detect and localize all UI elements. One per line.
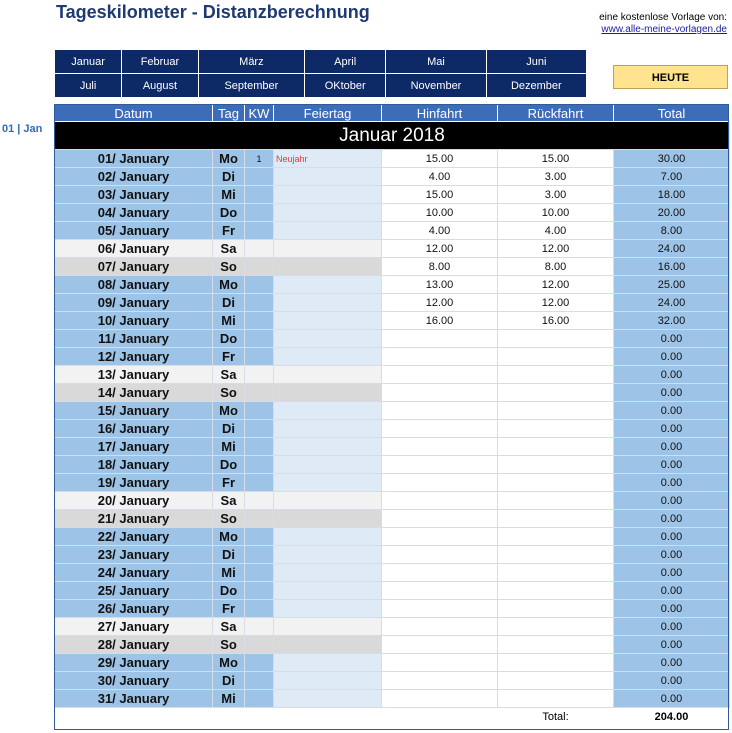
weekday-cell: Fr <box>213 222 245 240</box>
rueckfahrt-input[interactable] <box>498 384 614 402</box>
weekday-cell: Mi <box>213 438 245 456</box>
rueckfahrt-input[interactable] <box>498 654 614 672</box>
weekday-cell: Mi <box>213 186 245 204</box>
rueckfahrt-input[interactable]: 10.00 <box>498 204 614 222</box>
holiday-cell <box>274 204 382 222</box>
hinfahrt-input[interactable] <box>382 654 498 672</box>
total-cell: 0.00 <box>614 510 730 528</box>
total-cell: 0.00 <box>614 618 730 636</box>
date-cell: 02/ January <box>55 168 213 186</box>
week-number-cell <box>245 312 274 330</box>
header-total: Total <box>614 105 730 122</box>
weekday-cell: Sa <box>213 366 245 384</box>
date-cell: 07/ January <box>55 258 213 276</box>
holiday-cell <box>274 474 382 492</box>
month-button-januar[interactable]: Januar <box>55 50 122 74</box>
month-button-juni[interactable]: Juni <box>486 50 586 74</box>
holiday-cell <box>274 420 382 438</box>
total-cell: 0.00 <box>614 366 730 384</box>
heute-button[interactable]: HEUTE <box>613 65 728 89</box>
table-row <box>55 618 730 636</box>
table-row <box>55 384 730 402</box>
weekday-cell: Sa <box>213 618 245 636</box>
table-row <box>55 150 730 168</box>
hinfahrt-input[interactable] <box>382 330 498 348</box>
table-row <box>55 672 730 690</box>
weekday-cell: Do <box>213 456 245 474</box>
hinfahrt-input[interactable] <box>382 348 498 366</box>
holiday-cell <box>274 600 382 618</box>
rueckfahrt-input[interactable] <box>498 474 614 492</box>
weekday-cell: Di <box>213 294 245 312</box>
holiday-cell <box>274 564 382 582</box>
holiday-cell <box>274 690 382 708</box>
date-cell: 27/ January <box>55 618 213 636</box>
week-number-cell <box>245 474 274 492</box>
weekday-cell: Do <box>213 204 245 222</box>
table-row <box>55 456 730 474</box>
rueckfahrt-input[interactable] <box>498 546 614 564</box>
hinfahrt-input[interactable] <box>382 402 498 420</box>
week-number-cell <box>245 384 274 402</box>
weekday-cell: Do <box>213 330 245 348</box>
total-cell: 20.00 <box>614 204 730 222</box>
week-number-cell <box>245 510 274 528</box>
total-cell: 0.00 <box>614 402 730 420</box>
week-number-cell <box>245 636 274 654</box>
holiday-cell <box>274 348 382 366</box>
credit-text: eine kostenlose Vorlage von: <box>599 12 727 23</box>
holiday-cell <box>274 636 382 654</box>
hinfahrt-input[interactable]: 12.00 <box>382 294 498 312</box>
footer-spacer <box>55 708 498 727</box>
table-row <box>55 510 730 528</box>
holiday-cell <box>274 510 382 528</box>
hinfahrt-input[interactable]: 4.00 <box>382 168 498 186</box>
date-cell: 23/ January <box>55 546 213 564</box>
weekday-cell: Mi <box>213 312 245 330</box>
holiday-cell <box>274 438 382 456</box>
header-datum: Datum <box>55 105 213 122</box>
rueckfahrt-input[interactable]: 12.00 <box>498 240 614 258</box>
hinfahrt-input[interactable]: 13.00 <box>382 276 498 294</box>
date-cell: 21/ January <box>55 510 213 528</box>
date-cell: 26/ January <box>55 600 213 618</box>
hinfahrt-input[interactable] <box>382 636 498 654</box>
header-rueckfahrt: Rückfahrt <box>498 105 614 122</box>
total-cell: 7.00 <box>614 168 730 186</box>
total-cell: 24.00 <box>614 240 730 258</box>
week-number-cell <box>245 564 274 582</box>
hinfahrt-input[interactable]: 4.00 <box>382 222 498 240</box>
weekday-cell: Fr <box>213 600 245 618</box>
mileage-table <box>54 104 730 726</box>
total-cell: 24.00 <box>614 294 730 312</box>
holiday-cell: Neujahr <box>274 150 382 168</box>
hinfahrt-input[interactable] <box>382 546 498 564</box>
table-row <box>55 366 730 384</box>
month-button-oktober[interactable]: OKtober <box>305 74 386 98</box>
hinfahrt-input[interactable]: 15.00 <box>382 150 498 168</box>
hinfahrt-input[interactable] <box>382 672 498 690</box>
date-cell: 01/ January <box>55 150 213 168</box>
date-cell: 12/ January <box>55 348 213 366</box>
date-cell: 28/ January <box>55 636 213 654</box>
month-button-juli[interactable]: Juli <box>55 74 122 98</box>
weekday-cell: Fr <box>213 348 245 366</box>
weekday-cell: So <box>213 258 245 276</box>
rueckfahrt-input[interactable] <box>498 510 614 528</box>
date-cell: 17/ January <box>55 438 213 456</box>
month-button-dezember[interactable]: Dezember <box>486 74 586 98</box>
holiday-cell <box>274 492 382 510</box>
total-cell: 8.00 <box>614 222 730 240</box>
week-number-cell <box>245 258 274 276</box>
rueckfahrt-input[interactable] <box>498 420 614 438</box>
table-row <box>55 690 730 708</box>
weekday-cell: Mi <box>213 564 245 582</box>
rueckfahrt-input[interactable] <box>498 636 614 654</box>
weekday-cell: Fr <box>213 474 245 492</box>
total-cell: 0.00 <box>614 348 730 366</box>
week-number-cell <box>245 276 274 294</box>
holiday-cell <box>274 582 382 600</box>
rueckfahrt-input[interactable] <box>498 672 614 690</box>
rueckfahrt-input[interactable]: 4.00 <box>498 222 614 240</box>
rueckfahrt-input[interactable] <box>498 528 614 546</box>
month-button-november[interactable]: November <box>386 74 486 98</box>
total-cell: 0.00 <box>614 546 730 564</box>
hinfahrt-input[interactable] <box>382 690 498 708</box>
table-row <box>55 636 730 654</box>
week-number-cell <box>245 402 274 420</box>
week-number-cell <box>245 330 274 348</box>
total-cell: 0.00 <box>614 600 730 618</box>
date-cell: 13/ January <box>55 366 213 384</box>
weekday-cell: Di <box>213 546 245 564</box>
weekday-cell: Do <box>213 582 245 600</box>
week-number-cell <box>245 294 274 312</box>
table-row <box>55 240 730 258</box>
total-cell: 0.00 <box>614 564 730 582</box>
weekday-cell: Mo <box>213 276 245 294</box>
holiday-cell <box>274 258 382 276</box>
rueckfahrt-input[interactable]: 15.00 <box>498 150 614 168</box>
table-row <box>55 546 730 564</box>
week-number-cell <box>245 420 274 438</box>
table-row <box>55 258 730 276</box>
hinfahrt-input[interactable] <box>382 528 498 546</box>
week-number-cell <box>245 456 274 474</box>
hinfahrt-input[interactable]: 15.00 <box>382 186 498 204</box>
table-row <box>55 420 730 438</box>
total-cell: 0.00 <box>614 582 730 600</box>
date-cell: 20/ January <box>55 492 213 510</box>
date-cell: 29/ January <box>55 654 213 672</box>
table-row <box>55 438 730 456</box>
hinfahrt-input[interactable]: 10.00 <box>382 204 498 222</box>
rueckfahrt-input[interactable] <box>498 456 614 474</box>
date-cell: 31/ January <box>55 690 213 708</box>
rueckfahrt-input[interactable] <box>498 366 614 384</box>
week-number-cell <box>245 240 274 258</box>
weekday-cell: Di <box>213 420 245 438</box>
hinfahrt-input[interactable] <box>382 438 498 456</box>
rueckfahrt-input[interactable]: 3.00 <box>498 186 614 204</box>
date-cell: 11/ January <box>55 330 213 348</box>
holiday-cell <box>274 276 382 294</box>
week-number-cell <box>245 186 274 204</box>
holiday-cell <box>274 456 382 474</box>
rueckfahrt-input[interactable] <box>498 348 614 366</box>
weekday-cell: Mo <box>213 528 245 546</box>
date-cell: 25/ January <box>55 582 213 600</box>
holiday-cell <box>274 294 382 312</box>
date-cell: 18/ January <box>55 456 213 474</box>
date-cell: 08/ January <box>55 276 213 294</box>
total-cell: 0.00 <box>614 672 730 690</box>
rueckfahrt-input[interactable] <box>498 402 614 420</box>
table-row <box>55 222 730 240</box>
table-row <box>55 168 730 186</box>
holiday-cell <box>274 546 382 564</box>
header-hinfahrt: Hinfahrt <box>382 105 498 122</box>
weekday-cell: So <box>213 384 245 402</box>
total-cell: 0.00 <box>614 330 730 348</box>
week-number-cell <box>245 582 274 600</box>
weekday-cell: So <box>213 510 245 528</box>
holiday-cell <box>274 240 382 258</box>
weekday-cell: Mo <box>213 402 245 420</box>
date-cell: 24/ January <box>55 564 213 582</box>
table-row <box>55 654 730 672</box>
weekday-cell: Mi <box>213 690 245 708</box>
week-number-cell <box>245 438 274 456</box>
current-month-label[interactable]: 01 | Jan <box>2 123 43 135</box>
holiday-cell <box>274 654 382 672</box>
month-navigation <box>54 49 587 98</box>
table-row <box>55 348 730 366</box>
holiday-cell <box>274 312 382 330</box>
hinfahrt-input[interactable]: 12.00 <box>382 240 498 258</box>
holiday-cell <box>274 672 382 690</box>
date-cell: 16/ January <box>55 420 213 438</box>
rueckfahrt-input[interactable]: 16.00 <box>498 312 614 330</box>
holiday-cell <box>274 618 382 636</box>
month-banner: Januar 2018 <box>55 122 730 150</box>
week-number-cell <box>245 222 274 240</box>
table-row <box>55 474 730 492</box>
hinfahrt-input[interactable] <box>382 510 498 528</box>
total-cell: 16.00 <box>614 258 730 276</box>
total-cell: 0.00 <box>614 492 730 510</box>
rueckfahrt-input[interactable]: 8.00 <box>498 258 614 276</box>
table-row <box>55 294 730 312</box>
date-cell: 14/ January <box>55 384 213 402</box>
table-row <box>55 492 730 510</box>
date-cell: 15/ January <box>55 402 213 420</box>
month-button-mai[interactable]: Mai <box>386 50 486 74</box>
holiday-cell <box>274 366 382 384</box>
hinfahrt-input[interactable]: 16.00 <box>382 312 498 330</box>
total-cell: 0.00 <box>614 438 730 456</box>
hinfahrt-input[interactable] <box>382 474 498 492</box>
month-button-februar[interactable]: Februar <box>122 50 199 74</box>
date-cell: 04/ January <box>55 204 213 222</box>
week-number-cell <box>245 618 274 636</box>
week-number-cell <box>245 672 274 690</box>
rueckfahrt-input[interactable]: 12.00 <box>498 294 614 312</box>
rueckfahrt-input[interactable]: 12.00 <box>498 276 614 294</box>
week-number-cell <box>245 546 274 564</box>
footer-total-label: Total: <box>542 711 569 723</box>
table-row <box>55 402 730 420</box>
total-cell: 32.00 <box>614 312 730 330</box>
rueckfahrt-input[interactable] <box>498 564 614 582</box>
week-number-cell <box>245 600 274 618</box>
rueckfahrt-input[interactable] <box>498 582 614 600</box>
date-cell: 19/ January <box>55 474 213 492</box>
date-cell: 22/ January <box>55 528 213 546</box>
holiday-cell <box>274 168 382 186</box>
hinfahrt-input[interactable] <box>382 618 498 636</box>
table-row <box>55 204 730 222</box>
holiday-cell <box>274 222 382 240</box>
total-cell: 0.00 <box>614 654 730 672</box>
hinfahrt-input[interactable] <box>382 456 498 474</box>
holiday-cell <box>274 384 382 402</box>
table-row <box>55 528 730 546</box>
total-cell: 0.00 <box>614 384 730 402</box>
page-title: Tageskilometer - Distanzberechnung <box>56 2 370 22</box>
holiday-cell <box>274 330 382 348</box>
hinfahrt-input[interactable] <box>382 600 498 618</box>
total-cell: 0.00 <box>614 636 730 654</box>
weekday-cell: So <box>213 636 245 654</box>
hinfahrt-input[interactable] <box>382 492 498 510</box>
date-cell: 30/ January <box>55 672 213 690</box>
total-cell: 0.00 <box>614 474 730 492</box>
date-cell: 03/ January <box>55 186 213 204</box>
hinfahrt-input[interactable] <box>382 564 498 582</box>
weekday-cell: Sa <box>213 492 245 510</box>
date-cell: 10/ January <box>55 312 213 330</box>
weekday-cell: Mo <box>213 150 245 168</box>
hinfahrt-input[interactable]: 8.00 <box>382 258 498 276</box>
rueckfahrt-input[interactable] <box>498 600 614 618</box>
month-button-maerz[interactable]: März <box>198 50 304 74</box>
week-number-cell: 1 <box>245 150 274 168</box>
month-button-september[interactable]: September <box>198 74 304 98</box>
total-cell: 25.00 <box>614 276 730 294</box>
footer-total-value: 204.00 <box>654 711 689 723</box>
weekday-cell: Di <box>213 168 245 186</box>
date-cell: 06/ January <box>55 240 213 258</box>
rueckfahrt-input[interactable] <box>498 330 614 348</box>
table-row <box>55 330 730 348</box>
date-cell: 09/ January <box>55 294 213 312</box>
date-cell: 05/ January <box>55 222 213 240</box>
rueckfahrt-input[interactable] <box>498 438 614 456</box>
holiday-cell <box>274 186 382 204</box>
rueckfahrt-input[interactable] <box>498 618 614 636</box>
week-number-cell <box>245 366 274 384</box>
total-cell: 30.00 <box>614 150 730 168</box>
total-cell: 0.00 <box>614 420 730 438</box>
hinfahrt-input[interactable] <box>382 420 498 438</box>
hinfahrt-input[interactable] <box>382 384 498 402</box>
weekday-cell: Di <box>213 672 245 690</box>
month-button-april[interactable]: April <box>305 50 386 74</box>
weekday-cell: Mo <box>213 654 245 672</box>
table-row <box>55 186 730 204</box>
week-number-cell <box>245 492 274 510</box>
table-row <box>55 582 730 600</box>
table-row <box>55 276 730 294</box>
month-button-august[interactable]: August <box>122 74 199 98</box>
holiday-cell <box>274 402 382 420</box>
header-tag: Tag <box>213 105 245 122</box>
rueckfahrt-input[interactable] <box>498 690 614 708</box>
total-cell: 0.00 <box>614 456 730 474</box>
header-feiertag: Feiertag <box>274 105 382 122</box>
header-kw: KW <box>245 105 274 122</box>
week-number-cell <box>245 168 274 186</box>
weekday-cell: Sa <box>213 240 245 258</box>
week-number-cell <box>245 528 274 546</box>
hinfahrt-input[interactable] <box>382 582 498 600</box>
total-cell: 18.00 <box>614 186 730 204</box>
total-cell: 0.00 <box>614 528 730 546</box>
total-cell: 0.00 <box>614 690 730 708</box>
week-number-cell <box>245 690 274 708</box>
rueckfahrt-input[interactable]: 3.00 <box>498 168 614 186</box>
table-row <box>55 564 730 582</box>
week-number-cell <box>245 204 274 222</box>
table-row <box>55 600 730 618</box>
credit-link[interactable]: www.alle-meine-vorlagen.de <box>601 24 727 35</box>
week-number-cell <box>245 654 274 672</box>
holiday-cell <box>274 528 382 546</box>
hinfahrt-input[interactable] <box>382 366 498 384</box>
week-number-cell <box>245 348 274 366</box>
rueckfahrt-input[interactable] <box>498 492 614 510</box>
table-row <box>55 312 730 330</box>
